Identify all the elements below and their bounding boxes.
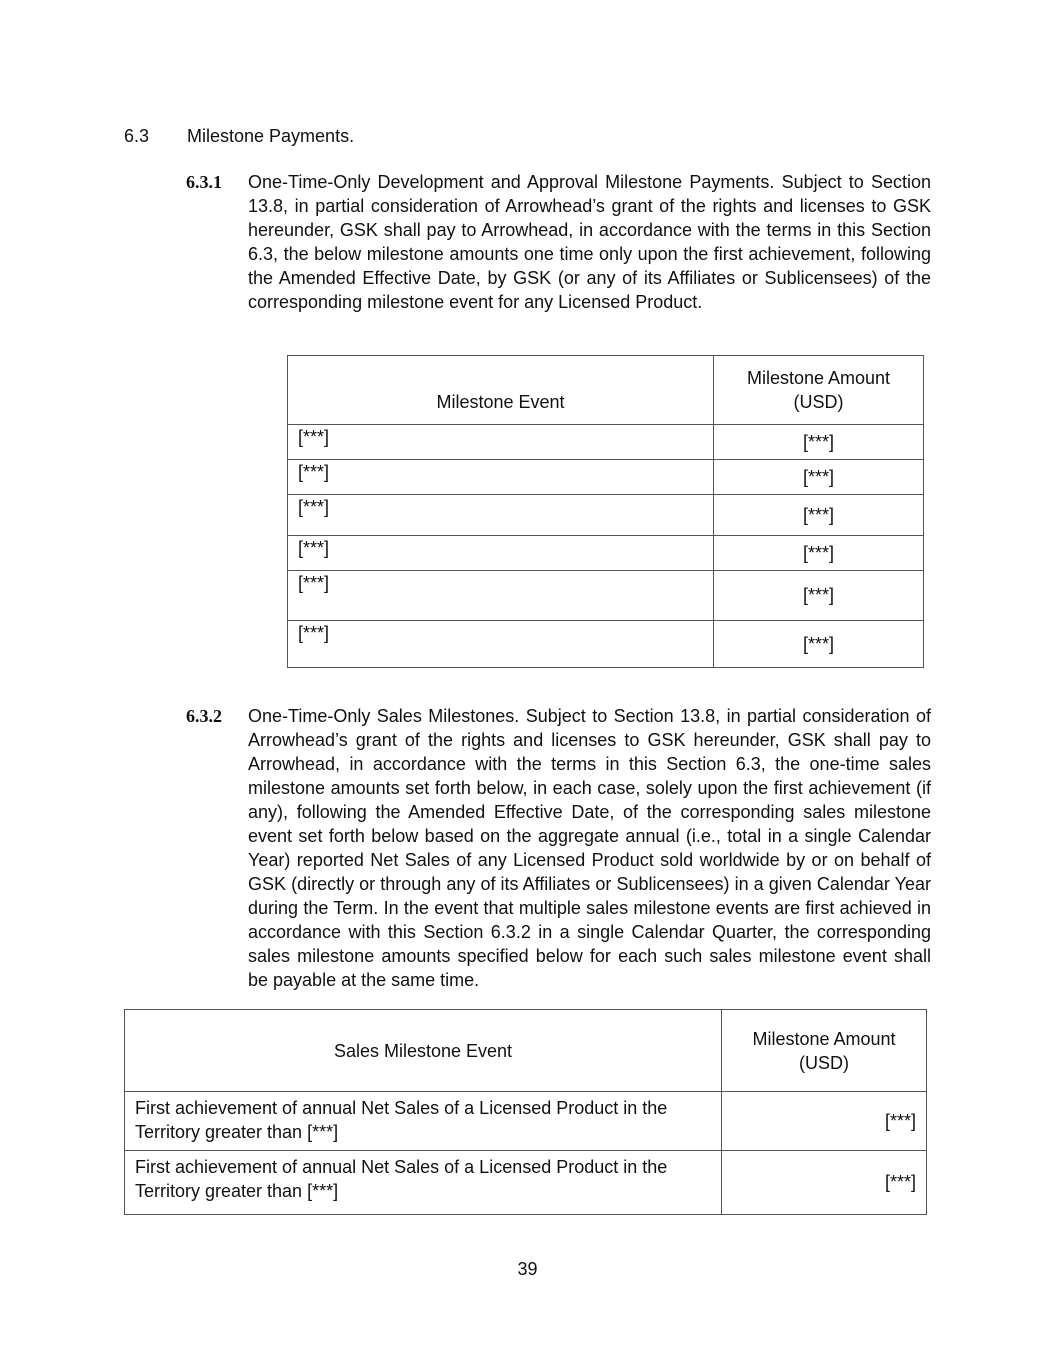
table-header-row	[288, 356, 924, 425]
table-row	[288, 571, 924, 621]
page-number: 39	[517, 1259, 538, 1279]
header-sales-milestone-event: Sales Milestone Event	[125, 1010, 722, 1092]
table-row	[288, 495, 924, 536]
event-line2: Territory greater than [***]	[135, 1122, 339, 1142]
event-cell: [***]	[288, 425, 714, 460]
header-amount-line2: (USD)	[793, 392, 844, 412]
event-line2: Territory greater than [***]	[135, 1181, 339, 1201]
header-milestone-amount	[722, 1010, 927, 1092]
table-row	[288, 536, 924, 571]
subsection-number-631: 6.3.1	[186, 172, 222, 192]
event-cell: [***]	[288, 460, 714, 495]
table-header-row	[125, 1010, 927, 1092]
section-heading	[124, 124, 354, 148]
amount-cell: [***]	[714, 621, 924, 668]
event-cell	[125, 1092, 722, 1151]
amount-cell: [***]	[714, 425, 924, 460]
amount-cell: [***]	[714, 536, 924, 571]
table-row	[288, 621, 924, 668]
event-cell	[125, 1151, 722, 1215]
amount-cell: [***]	[714, 460, 924, 495]
event-cell: [***]	[288, 571, 714, 621]
subsection-text-631: One-Time-Only Development and Approval Milestone Payments. Subject to Section 13.8, in partial consideration of Arrowhead’s grant of the rights and licenses to GSK hereunder, GSK shall pay to Arrowhead, in accordance with the terms in this Section 6.3, the below milestone amounts one time only upon the first achievement, following the Amended Effective Date, by GSK (or any of its Affiliates or Sublicensees) of the corresponding milestone event for any Licensed Product.	[248, 172, 931, 312]
event-cell: [***]	[288, 536, 714, 571]
header-milestone-event: Milestone Event	[288, 356, 714, 425]
event-line1: First achievement of annual Net Sales of a Licensed Product in the	[135, 1098, 668, 1118]
table-row	[288, 460, 924, 495]
section-title: Milestone Payments.	[187, 126, 355, 146]
event-cell: [***]	[288, 621, 714, 668]
table-row	[125, 1151, 927, 1215]
header-amount-line2: (USD)	[799, 1052, 849, 1073]
sales-milestone-table	[124, 1009, 927, 1215]
amount-cell: [***]	[722, 1151, 927, 1215]
table-row	[125, 1092, 927, 1151]
milestone-table	[287, 355, 924, 668]
amount-cell: [***]	[722, 1092, 927, 1151]
header-amount-line1: Milestone Amount	[746, 368, 891, 388]
header-amount-line1: Milestone Amount	[752, 1028, 896, 1049]
event-cell: [***]	[288, 495, 714, 536]
subsection-text-632: One-Time-Only Sales Milestones. Subject to Section 13.8, in partial consideration of Arrowhead’s grant of the rights and licenses to GSK hereunder, GSK shall pay to Arrowhead, in accordance with the terms in this Section 6.3, the one-time sales milestone amounts set forth below, in each case, solely upon the first achievement (if any), following the Amended Effective Date, of the corresponding sales milestone event set forth below based on the aggregate annual (i.e., total in a single Calendar Year) reported Net Sales of any Licensed Product sold worldwide by or on behalf of GSK (directly or through any of its Affiliates or Sublicensees) in a given Calendar Year during the Term. In the event that multiple sales milestone events are first achieved in accordance with this Section 6.3.2 in a single Calendar Quarter, the corresponding sales milestone amounts specified below for each such sales milestone event shall be payable at the same time.	[248, 706, 931, 990]
header-milestone-amount	[714, 356, 924, 425]
section-number: 6.3	[124, 126, 150, 146]
event-line1: First achievement of annual Net Sales of a Licensed Product in the	[135, 1157, 668, 1177]
table-row	[288, 425, 924, 460]
amount-cell: [***]	[714, 571, 924, 621]
amount-cell: [***]	[714, 495, 924, 536]
subsection-number-632: 6.3.2	[186, 706, 222, 726]
